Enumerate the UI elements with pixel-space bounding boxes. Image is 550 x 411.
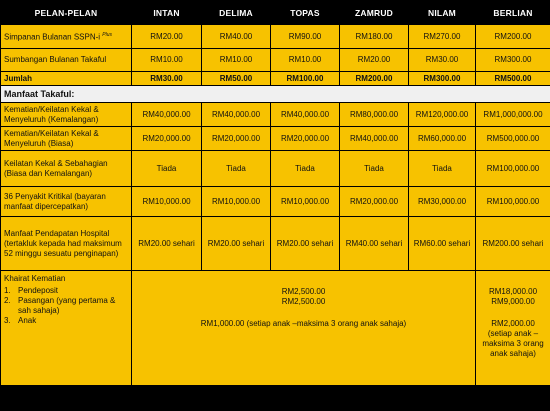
cell-value: Tiada xyxy=(271,151,340,187)
cell-value: RM20,000.00 xyxy=(271,127,340,151)
row-label: Sumbangan Bulanan Takaful xyxy=(1,49,132,72)
cell-value: Tiada xyxy=(202,151,271,187)
row-label: 36 Penyakit Kritikal (bayaran manfaat dipercepatkan) xyxy=(1,187,132,217)
cell-value: RM1,000,000.00 xyxy=(476,103,550,127)
cell-value: RM30.00 xyxy=(132,72,202,86)
cell-value: RM10.00 xyxy=(132,49,202,72)
row-label: Khairat Kematian xyxy=(4,274,66,283)
row-label: Jumlah xyxy=(1,72,132,86)
header-zamrud: ZAMRUD xyxy=(340,1,409,25)
cell-value: RM20.00 sehari xyxy=(132,217,202,271)
cell-value: RM1,000.00 (setiap anak –maksima 3 orang anak sahaja) xyxy=(200,319,407,328)
cell-value: RM180.00 xyxy=(340,25,409,49)
cell-value: RM9,000.00 xyxy=(491,297,535,306)
khairat-label-cell xyxy=(1,271,132,386)
cell-value: RM100,000.00 xyxy=(476,151,550,187)
cell-value: RM40.00 xyxy=(202,25,271,49)
list-item: 2. Pasangan (yang pertama & sah sahaja) xyxy=(4,296,116,315)
section-row xyxy=(1,86,550,103)
cell-value: RM20,000.00 xyxy=(202,127,271,151)
header-nilam: NILAM xyxy=(409,1,476,25)
section-title: Manfaat Takaful: xyxy=(1,86,550,103)
cell-value: RM40,000.00 xyxy=(132,103,202,127)
cell-value: RM20.00 xyxy=(132,25,202,49)
cell-value: RM100,000.00 xyxy=(476,187,550,217)
header-row xyxy=(1,1,550,25)
cell-value: Tiada xyxy=(340,151,409,187)
list-item: 3. Anak xyxy=(4,316,37,325)
table-row xyxy=(1,127,550,151)
cell-value: Tiada xyxy=(132,151,202,187)
cell-value: RM120,000.00 xyxy=(409,103,476,127)
cell-value: RM40,000.00 xyxy=(202,103,271,127)
header-intan: INTAN xyxy=(132,1,202,25)
cell-value: RM2,000.00 (setiap anak – maksima 3 orang anak sahaja) xyxy=(482,319,544,358)
cell-value: RM300.00 xyxy=(409,72,476,86)
khairat-list xyxy=(4,286,128,326)
header-delima: DELIMA xyxy=(202,1,271,25)
cell-value: RM300.00 xyxy=(476,49,550,72)
cell-value: RM270.00 xyxy=(409,25,476,49)
cell-value: RM40.00 sehari xyxy=(340,217,409,271)
cell-value: RM500.00 xyxy=(476,72,550,86)
cell-value: RM20,000.00 xyxy=(132,127,202,151)
cell-value: RM60.00 sehari xyxy=(409,217,476,271)
plus-superscript: Plus xyxy=(102,32,113,39)
total-row xyxy=(1,72,550,86)
cell-value: Tiada xyxy=(409,151,476,187)
cell-value: RM10.00 xyxy=(202,49,271,72)
cell-value: RM40,000.00 xyxy=(340,127,409,151)
table-row xyxy=(1,49,550,72)
cell-value: RM20.00 xyxy=(340,49,409,72)
table-row xyxy=(1,151,550,187)
cell-value: RM20.00 sehari xyxy=(271,217,340,271)
cell-value: RM40,000.00 xyxy=(271,103,340,127)
header-topas: TOPAS xyxy=(271,1,340,25)
cell-value: RM30,000.00 xyxy=(409,187,476,217)
row-label: Kematian/Keilatan Kekal & Menyeluruh (Biasa) xyxy=(1,127,132,151)
cell-value: RM60,000.00 xyxy=(409,127,476,151)
cell-value: RM50.00 xyxy=(202,72,271,86)
table-row xyxy=(1,25,550,49)
khairat-row xyxy=(1,271,550,386)
cell-value: RM2,500.00 xyxy=(281,287,326,296)
table-row xyxy=(1,103,550,127)
header-plans: PELAN-PELAN xyxy=(1,1,132,25)
khairat-merged-values xyxy=(132,271,476,386)
cell-value: RM2,500.00 xyxy=(281,297,326,306)
cell-value: RM200.00 xyxy=(476,25,550,49)
header-berlian: BERLIAN xyxy=(476,1,550,25)
cell-value: RM200.00 xyxy=(340,72,409,86)
cell-value: RM18,000.00 xyxy=(488,287,538,296)
list-item: 1. Pendeposit xyxy=(4,286,59,295)
cell-value: RM10,000.00 xyxy=(132,187,202,217)
cell-value: RM20,000.00 xyxy=(340,187,409,217)
cell-value: RM90.00 xyxy=(271,25,340,49)
table-row xyxy=(1,187,550,217)
cell-value: RM30.00 xyxy=(409,49,476,72)
cell-value: RM10.00 xyxy=(271,49,340,72)
cell-value: RM500,000.00 xyxy=(476,127,550,151)
cell-value: RM10,000.00 xyxy=(202,187,271,217)
cell-value: RM80,000.00 xyxy=(340,103,409,127)
table-row xyxy=(1,217,550,271)
cell-value: RM20.00 sehari xyxy=(202,217,271,271)
row-label: Manfaat Pendapatan Hospital (tertakluk kepada had maksimum 52 minggu sesuatu penginapan) xyxy=(1,217,132,271)
cell-value: RM10,000.00 xyxy=(271,187,340,217)
khairat-berlian-values xyxy=(476,271,550,386)
row-label: Kematian/Keilatan Kekal & Menyeluruh (Kemalangan) xyxy=(1,103,132,127)
cell-value: RM100.00 xyxy=(271,72,340,86)
cell-value: RM200.00 sehari xyxy=(476,217,550,271)
row-label: Simpanan Bulanan SSPN-i $^{Plus}$ xyxy=(1,25,132,49)
row-label: Keilatan Kekal & Sebahagian (Biasa dan Kemalangan) xyxy=(1,151,132,187)
